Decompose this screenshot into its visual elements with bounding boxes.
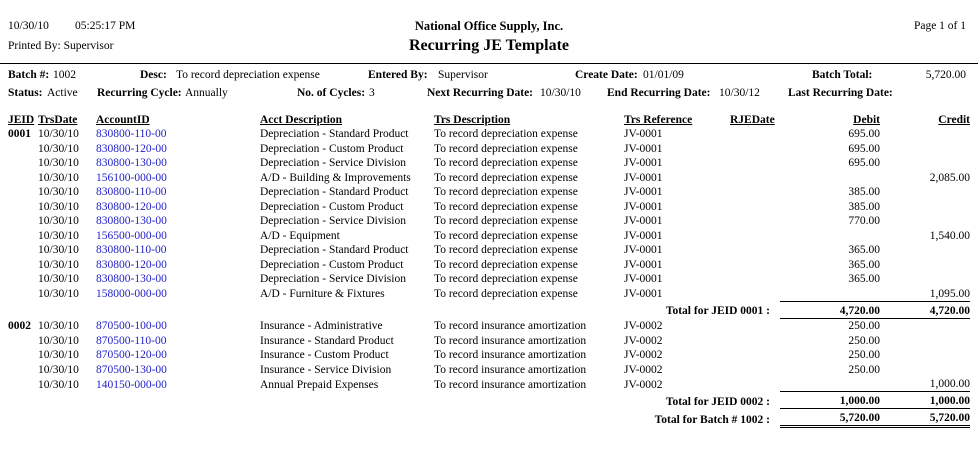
cell-acct-desc: Depreciation - Service Division bbox=[260, 273, 406, 285]
cell-debit bbox=[780, 170, 880, 185]
cell-jeid bbox=[8, 362, 38, 377]
cell-debit: 385.00 bbox=[848, 186, 880, 198]
report-header bbox=[0, 0, 978, 64]
cell-trs-desc: To record depreciation expense bbox=[434, 273, 578, 285]
cell-debit: 250.00 bbox=[848, 349, 880, 361]
cell-account-id bbox=[96, 286, 260, 301]
table-row bbox=[8, 243, 970, 258]
cell-account-id bbox=[96, 318, 260, 333]
batch-total-debit: 5,720.00 bbox=[780, 409, 880, 427]
account-id-link[interactable]: 870500-120-00 bbox=[96, 349, 167, 361]
table-row bbox=[8, 257, 970, 272]
cell-jeid bbox=[8, 185, 38, 200]
cell-credit: 1,540.00 bbox=[929, 229, 970, 242]
table-row bbox=[8, 228, 970, 243]
jeid-total-row bbox=[8, 301, 970, 318]
cell-trs-ref: JV-0001 bbox=[624, 200, 663, 213]
cell-credit bbox=[880, 333, 970, 348]
cell-rje-date bbox=[730, 199, 780, 214]
cell-rje-date bbox=[730, 141, 780, 156]
account-id-link[interactable]: 156500-000-00 bbox=[96, 229, 167, 242]
cell-trs-desc: To record depreciation expense bbox=[434, 186, 578, 198]
cell-account-id bbox=[96, 348, 260, 363]
col-header-rjedate: RJEDate bbox=[730, 113, 775, 126]
account-id-link[interactable]: 830800-130-00 bbox=[96, 273, 167, 285]
cell-credit: 2,085.00 bbox=[929, 171, 970, 184]
cell-trs-desc: To record depreciation expense bbox=[434, 288, 578, 300]
status-label: Status: bbox=[8, 87, 43, 99]
cell-credit bbox=[880, 141, 970, 156]
status-value: Active bbox=[47, 87, 78, 99]
cell-acct-desc: Depreciation - Custom Product bbox=[260, 258, 404, 271]
account-id-link[interactable]: 158000-000-00 bbox=[96, 288, 167, 300]
end-recurring-date-label: End Recurring Date: bbox=[607, 87, 711, 99]
cell-debit: 250.00 bbox=[848, 334, 880, 347]
account-id-link[interactable]: 830800-130-00 bbox=[96, 157, 167, 169]
cell-account-id bbox=[96, 156, 260, 171]
cell-trs-desc: To record depreciation expense bbox=[434, 229, 578, 242]
cell-jeid bbox=[8, 170, 38, 185]
cell-acct-desc: Depreciation - Standard Product bbox=[260, 128, 409, 140]
cell-acct-desc: A/D - Equipment bbox=[260, 229, 340, 242]
cell-trs-ref: JV-0001 bbox=[624, 171, 663, 184]
cell-debit: 365.00 bbox=[848, 244, 880, 256]
cell-trs-ref: JV-0001 bbox=[624, 186, 663, 198]
cell-trs-desc: To record depreciation expense bbox=[434, 215, 578, 227]
cell-rje-date bbox=[730, 272, 780, 287]
cell-jeid bbox=[8, 333, 38, 348]
table-header-row bbox=[8, 112, 970, 127]
cell-trs-desc: To record insurance amortization bbox=[434, 349, 587, 361]
cell-acct-desc: Annual Prepaid Expenses bbox=[260, 378, 379, 391]
cell-trs-date: 10/30/10 bbox=[38, 229, 79, 242]
account-id-link[interactable]: 830800-110-00 bbox=[96, 186, 167, 198]
account-id-link[interactable]: 830800-130-00 bbox=[96, 215, 167, 227]
cell-rje-date bbox=[730, 185, 780, 200]
col-header-credit: Credit bbox=[938, 113, 970, 126]
cell-trs-ref: JV-0002 bbox=[624, 349, 663, 361]
cell-account-id bbox=[96, 333, 260, 348]
cell-acct-desc: Depreciation - Custom Product bbox=[260, 200, 404, 213]
cell-rje-date bbox=[730, 243, 780, 258]
cell-acct-desc: Insurance - Administrative bbox=[260, 320, 383, 332]
cell-acct-desc: Depreciation - Standard Product bbox=[260, 186, 409, 198]
cell-jeid bbox=[8, 272, 38, 287]
cell-jeid bbox=[8, 286, 38, 301]
table-row bbox=[8, 185, 970, 200]
cell-account-id bbox=[96, 377, 260, 392]
cell-trs-date: 10/30/10 bbox=[38, 171, 79, 184]
table-row bbox=[8, 377, 970, 392]
cell-rje-date bbox=[730, 257, 780, 272]
jeid-total-row bbox=[8, 392, 970, 409]
cell-debit bbox=[780, 228, 880, 243]
table-row bbox=[8, 141, 970, 156]
cell-trs-date: 10/30/10 bbox=[38, 320, 79, 332]
cell-debit: 695.00 bbox=[848, 157, 880, 169]
batch-total-row bbox=[8, 409, 970, 427]
create-date-label: Create Date: bbox=[575, 69, 638, 81]
cell-trs-desc: To record insurance amortization bbox=[434, 334, 587, 347]
cell-jeid bbox=[8, 141, 38, 156]
account-id-link[interactable]: 830800-120-00 bbox=[96, 200, 167, 213]
page-number: Page 1 of 1 bbox=[913, 20, 966, 32]
cell-trs-desc: To record depreciation expense bbox=[434, 258, 578, 271]
cell-debit: 365.00 bbox=[848, 258, 880, 271]
cell-trs-desc: To record depreciation expense bbox=[434, 244, 578, 256]
cell-trs-desc: To record depreciation expense bbox=[434, 200, 578, 213]
cell-account-id bbox=[96, 243, 260, 258]
cell-account-id bbox=[96, 272, 260, 287]
cell-trs-ref: JV-0001 bbox=[624, 215, 663, 227]
account-id-link[interactable]: 156100-000-00 bbox=[96, 171, 167, 184]
cell-rje-date bbox=[730, 318, 780, 333]
desc-value: To record depreciation expense bbox=[176, 69, 320, 81]
batch-number-value: 1002 bbox=[53, 69, 76, 81]
cell-rje-date bbox=[730, 228, 780, 243]
cell-jeid bbox=[8, 228, 38, 243]
cell-acct-desc: A/D - Furniture & Fixtures bbox=[260, 288, 385, 300]
cell-trs-date: 10/30/10 bbox=[38, 349, 79, 361]
cell-credit: 1,000.00 bbox=[929, 378, 970, 390]
jeid-total-label: Total for JEID 0002 : bbox=[665, 395, 770, 408]
cell-account-id bbox=[96, 127, 260, 142]
col-header-acct-description: Acct Description bbox=[260, 113, 343, 126]
batch-info bbox=[0, 64, 978, 110]
cell-rje-date bbox=[730, 156, 780, 171]
account-id-link[interactable]: 140150-000-00 bbox=[96, 378, 167, 391]
cell-credit bbox=[880, 318, 970, 333]
cell-trs-desc: To record insurance amortization bbox=[434, 363, 587, 376]
cell-trs-ref: JV-0002 bbox=[624, 363, 663, 376]
cell-acct-desc: Insurance - Standard Product bbox=[260, 334, 394, 347]
cell-debit bbox=[780, 286, 880, 301]
je-table-body bbox=[8, 127, 970, 427]
table-row bbox=[8, 199, 970, 214]
cycles-label: No. of Cycles: bbox=[297, 87, 366, 99]
jeid-total-debit: 1,000.00 bbox=[780, 392, 880, 409]
report-title: Recurring JE Template bbox=[409, 37, 569, 54]
cell-rje-date bbox=[730, 127, 780, 142]
cell-acct-desc: Insurance - Service Division bbox=[260, 363, 392, 376]
cell-trs-date: 10/30/10 bbox=[38, 128, 79, 140]
cell-jeid bbox=[8, 257, 38, 272]
cell-trs-date: 10/30/10 bbox=[38, 244, 79, 256]
cell-jeid bbox=[8, 377, 38, 392]
cell-trs-date: 10/30/10 bbox=[38, 258, 79, 271]
col-header-accountid: AccountID bbox=[96, 113, 150, 126]
cell-trs-date: 10/30/10 bbox=[38, 186, 79, 198]
cell-debit: 250.00 bbox=[848, 363, 880, 376]
cell-trs-date: 10/30/10 bbox=[38, 215, 79, 227]
table-row bbox=[8, 156, 970, 171]
cell-trs-ref: JV-0002 bbox=[624, 334, 663, 347]
table-row bbox=[8, 272, 970, 287]
cell-trs-date: 10/30/10 bbox=[38, 142, 79, 155]
cell-trs-desc: To record insurance amortization bbox=[434, 378, 587, 391]
account-id-link[interactable]: 830800-120-00 bbox=[96, 258, 167, 271]
cell-acct-desc: A/D - Building & Improvements bbox=[260, 171, 411, 184]
col-header-trsdate: TrsDate bbox=[38, 113, 78, 126]
cell-credit bbox=[880, 243, 970, 258]
desc-label: Desc: bbox=[140, 69, 167, 81]
col-header-jeid: JEID bbox=[8, 113, 35, 126]
recurring-cycle-label: Recurring Cycle: bbox=[97, 87, 182, 99]
printed-by: Printed By: Supervisor bbox=[8, 40, 114, 52]
account-id-link[interactable]: 870500-110-00 bbox=[96, 334, 167, 347]
cell-credit bbox=[880, 272, 970, 287]
cell-acct-desc: Depreciation - Standard Product bbox=[260, 244, 409, 256]
cell-jeid bbox=[8, 156, 38, 171]
cell-trs-date: 10/30/10 bbox=[38, 378, 79, 391]
cell-jeid bbox=[8, 199, 38, 214]
cell-trs-ref: JV-0001 bbox=[624, 142, 663, 155]
cell-rje-date bbox=[730, 286, 780, 301]
last-recurring-date-label: Last Recurring Date: bbox=[788, 87, 893, 99]
cell-credit bbox=[880, 214, 970, 229]
cell-acct-desc: Depreciation - Custom Product bbox=[260, 142, 404, 155]
cell-trs-ref: JV-0001 bbox=[624, 157, 663, 169]
cycles-value: 3 bbox=[369, 87, 375, 99]
cell-trs-ref: JV-0001 bbox=[624, 244, 663, 256]
cell-trs-date: 10/30/10 bbox=[38, 288, 79, 300]
cell-account-id bbox=[96, 362, 260, 377]
next-recurring-date-label: Next Recurring Date: bbox=[427, 87, 534, 99]
cell-credit bbox=[880, 362, 970, 377]
cell-account-id bbox=[96, 141, 260, 156]
cell-trs-desc: To record depreciation expense bbox=[434, 128, 578, 140]
col-header-trs-description: Trs Description bbox=[434, 113, 511, 126]
entered-by-value: Supervisor bbox=[438, 69, 488, 81]
batch-total-credit: 5,720.00 bbox=[880, 409, 970, 427]
cell-trs-ref: JV-0002 bbox=[624, 320, 663, 332]
cell-debit: 365.00 bbox=[848, 273, 880, 285]
table-row bbox=[8, 127, 970, 142]
next-recurring-date-value: 10/30/10 bbox=[540, 87, 581, 99]
end-recurring-date-value: 10/30/12 bbox=[719, 87, 760, 99]
cell-jeid bbox=[8, 243, 38, 258]
print-time: 05:25:17 PM bbox=[75, 20, 136, 32]
cell-rje-date bbox=[730, 214, 780, 229]
batch-total-label: Batch Total: bbox=[812, 69, 873, 81]
cell-credit bbox=[880, 185, 970, 200]
cell-rje-date bbox=[730, 362, 780, 377]
table-row bbox=[8, 348, 970, 363]
cell-rje-date bbox=[730, 333, 780, 348]
cell-trs-ref: JV-0001 bbox=[624, 128, 663, 140]
table-row bbox=[8, 333, 970, 348]
cell-credit bbox=[880, 199, 970, 214]
cell-trs-ref: JV-0001 bbox=[624, 273, 663, 285]
batch-total-label: Total for Batch # 1002 : bbox=[654, 413, 770, 426]
table-row bbox=[8, 362, 970, 377]
jeid-total-credit: 4,720.00 bbox=[880, 301, 970, 318]
table-row bbox=[8, 318, 970, 333]
cell-rje-date bbox=[730, 348, 780, 363]
cell-credit bbox=[880, 127, 970, 142]
cell-rje-date bbox=[730, 377, 780, 392]
cell-trs-ref: JV-0001 bbox=[624, 288, 663, 300]
cell-trs-desc: To record depreciation expense bbox=[434, 142, 578, 155]
cell-trs-ref: JV-0002 bbox=[624, 378, 663, 391]
cell-jeid: 0001 bbox=[8, 128, 31, 140]
cell-acct-desc: Depreciation - Service Division bbox=[260, 215, 406, 227]
cell-account-id bbox=[96, 228, 260, 243]
batch-total-value: 5,720.00 bbox=[925, 69, 966, 81]
cell-rje-date bbox=[730, 170, 780, 185]
account-id-link[interactable]: 870500-100-00 bbox=[96, 320, 167, 332]
jeid-total-credit: 1,000.00 bbox=[880, 392, 970, 409]
account-id-link[interactable]: 830800-110-00 bbox=[96, 128, 167, 140]
cell-jeid: 0002 bbox=[8, 320, 31, 332]
cell-debit bbox=[780, 377, 880, 392]
account-id-link[interactable]: 830800-110-00 bbox=[96, 244, 167, 256]
cell-trs-ref: JV-0001 bbox=[624, 229, 663, 242]
print-date: 10/30/10 bbox=[8, 20, 49, 32]
jeid-total-debit: 4,720.00 bbox=[780, 301, 880, 318]
cell-jeid bbox=[8, 214, 38, 229]
cell-trs-desc: To record depreciation expense bbox=[434, 171, 578, 184]
cell-jeid bbox=[8, 348, 38, 363]
account-id-link[interactable]: 870500-130-00 bbox=[96, 363, 167, 376]
cell-account-id bbox=[96, 257, 260, 272]
cell-acct-desc: Depreciation - Service Division bbox=[260, 157, 406, 169]
account-id-link[interactable]: 830800-120-00 bbox=[96, 142, 167, 155]
cell-trs-desc: To record insurance amortization bbox=[434, 320, 587, 332]
cell-trs-date: 10/30/10 bbox=[38, 200, 79, 213]
cell-acct-desc: Insurance - Custom Product bbox=[260, 349, 389, 361]
cell-debit: 695.00 bbox=[848, 142, 880, 155]
cell-debit: 250.00 bbox=[848, 320, 880, 332]
cell-debit: 770.00 bbox=[848, 215, 880, 227]
create-date-value: 01/01/09 bbox=[643, 69, 684, 81]
je-table bbox=[8, 112, 970, 428]
batch-number-label: Batch #: bbox=[8, 69, 50, 81]
cell-account-id bbox=[96, 199, 260, 214]
table-row bbox=[8, 214, 970, 229]
cell-credit bbox=[880, 348, 970, 363]
table-row bbox=[8, 286, 970, 301]
recurring-cycle-value: Annually bbox=[185, 87, 228, 99]
cell-trs-ref: JV-0001 bbox=[624, 258, 663, 271]
cell-trs-date: 10/30/10 bbox=[38, 363, 79, 376]
table-row bbox=[8, 170, 970, 185]
cell-account-id bbox=[96, 214, 260, 229]
cell-debit: 385.00 bbox=[848, 200, 880, 213]
cell-account-id bbox=[96, 170, 260, 185]
cell-credit bbox=[880, 156, 970, 171]
cell-account-id bbox=[96, 185, 260, 200]
cell-debit: 695.00 bbox=[848, 128, 880, 140]
cell-credit: 1,095.00 bbox=[929, 287, 970, 300]
cell-credit bbox=[880, 257, 970, 272]
cell-trs-date: 10/30/10 bbox=[38, 273, 79, 285]
col-header-debit: Debit bbox=[853, 113, 880, 126]
col-header-trs-reference: Trs Reference bbox=[624, 113, 693, 126]
company-name: National Office Supply, Inc. bbox=[414, 19, 564, 33]
entered-by-label: Entered By: bbox=[368, 69, 428, 81]
cell-trs-date: 10/30/10 bbox=[38, 157, 79, 169]
cell-trs-desc: To record depreciation expense bbox=[434, 157, 578, 169]
cell-trs-date: 10/30/10 bbox=[38, 334, 79, 347]
jeid-total-label: Total for JEID 0001 : bbox=[665, 305, 770, 317]
